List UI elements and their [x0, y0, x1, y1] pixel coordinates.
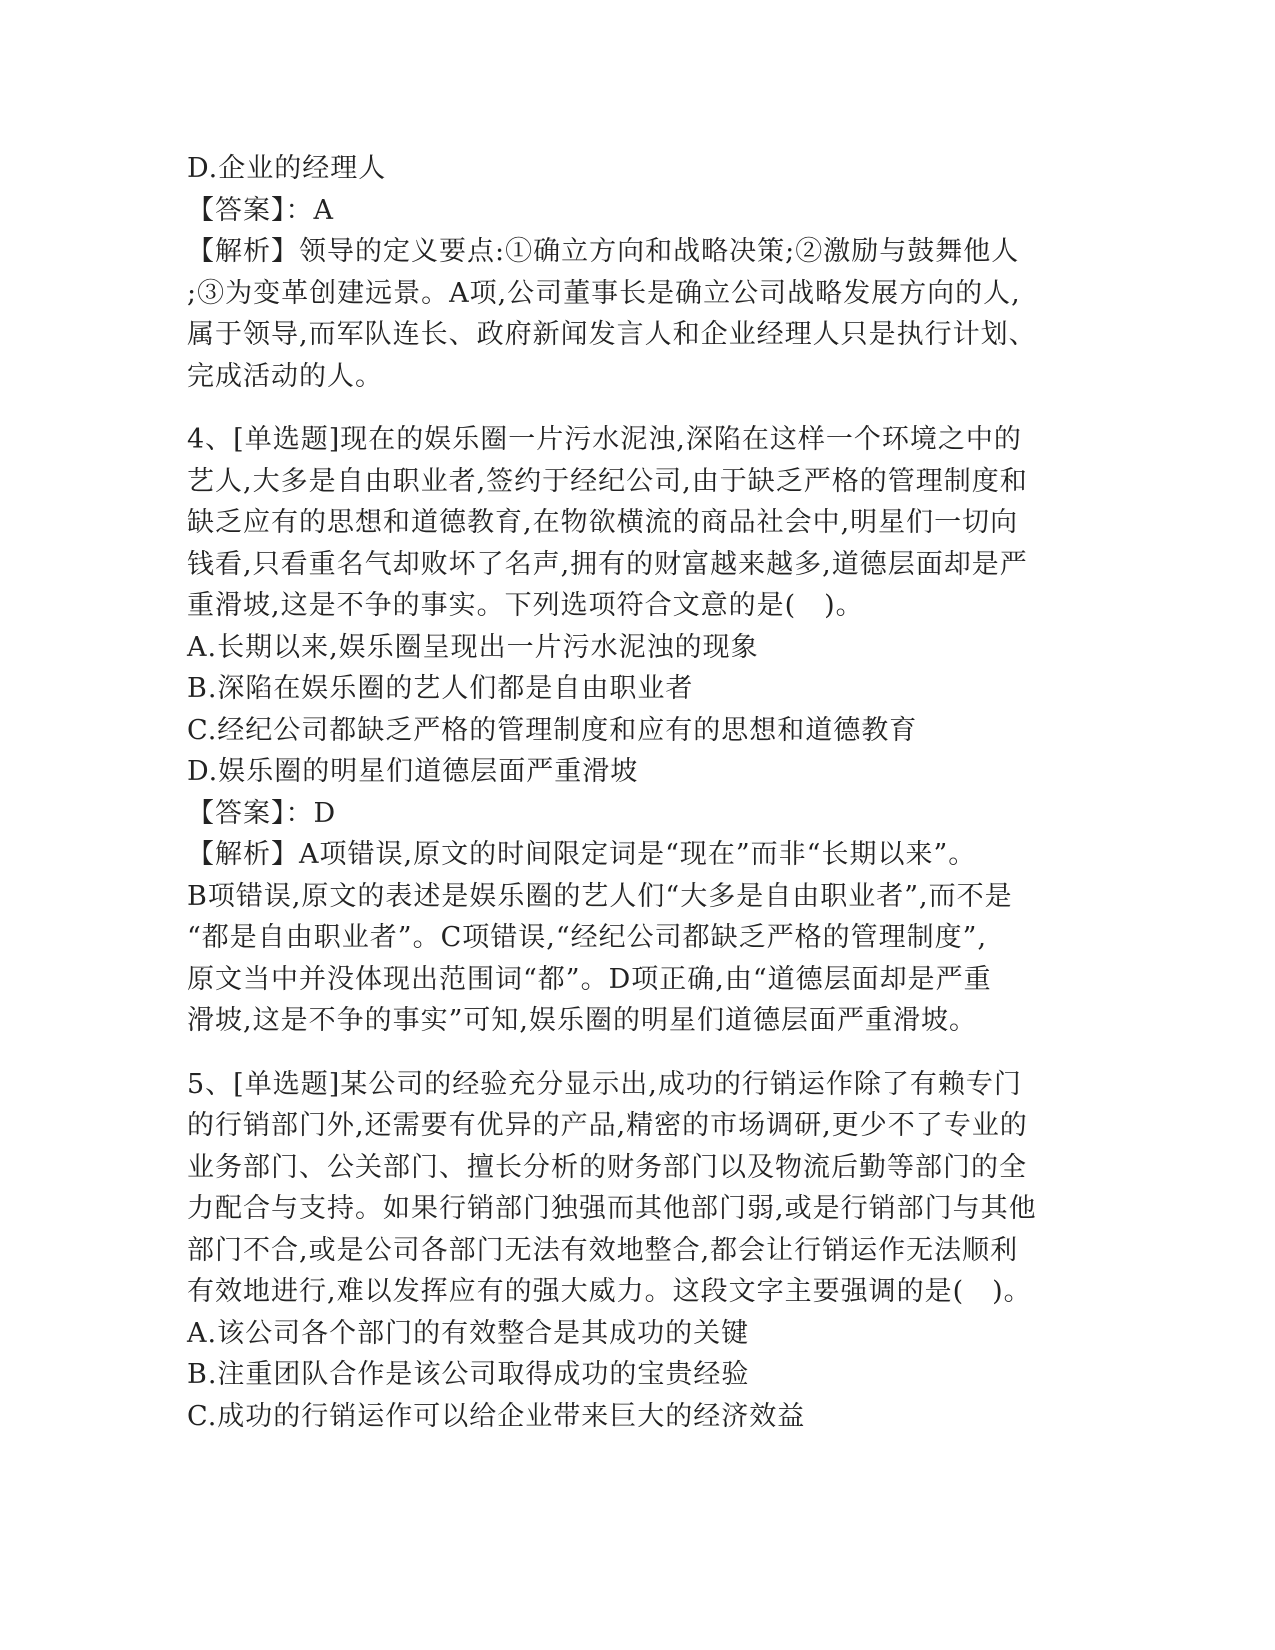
q4-analysis-line-4: 原文当中并没体现出范围词“都”。D项正确,由“道德层面却是严重 — [187, 963, 992, 995]
answer-label: 【答案】 — [187, 797, 286, 829]
q5-stem-line-6: 有效地进行,难以发挥应有的强大威力。这段文字主要强调的是( )。 — [187, 1276, 1032, 1307]
q5-option-b: B.注重团队合作是该公司取得成功的宝贵经验 — [187, 1359, 750, 1390]
answer-label: 【答案】 — [187, 194, 286, 226]
q4-stem-line-3: 缺乏应有的思想和道德教育,在物欲横流的商品社会中,明星们一切向 — [187, 507, 1019, 538]
q3-analysis-line-1 — [187, 231, 1067, 273]
document-body — [187, 148, 1067, 1437]
q4-answer — [187, 793, 1067, 835]
q4-analysis-line-5: 滑坡,这是不争的事实”可知,娱乐圈的明星们道德层面严重滑坡。 — [187, 1005, 977, 1036]
q4-option-c: C.经纪公司都缺乏严格的管理制度和应有的思想和道德教育 — [187, 714, 918, 746]
q5-option-c: C.成功的行销运作可以给企业带来巨大的经济效益 — [187, 1400, 806, 1432]
q4-analysis-line-2: B项错误,原文的表述是娱乐圈的艺人们“大多是自由职业者”,而不是 — [187, 880, 1013, 912]
q3-analysis-line-4: 完成活动的人。 — [187, 360, 383, 392]
analysis-label: 【解析】 — [187, 236, 299, 267]
q4-stem-line-2: 艺人,大多是自由职业者,签约于经纪公司,由于缺乏严格的管理制度和 — [187, 465, 1028, 497]
q5-option-a: A.该公司各个部门的有效整合是其成功的关键 — [187, 1317, 750, 1349]
q5-stem-line-5: 部门不合,或是公司各部门无法有效地整合,都会让行销运作无法顺利 — [187, 1234, 1019, 1266]
analysis-text: 领导的定义要点:①确立方向和战略决策;②激励与鼓舞他人 — [299, 236, 1020, 267]
q5-stem-line-1: 5、[单选题]某公司的经验充分显示出,成功的行销运作除了有赖专门 — [187, 1068, 1022, 1100]
q3-analysis-line-2: ;③为变革创建远景。A项,公司董事长是确立公司战略发展方向的人, — [187, 277, 1021, 309]
answer-value: A — [313, 194, 334, 226]
q4-stem-line-5: 重滑坡,这是不争的事实。下列选项符合文意的是( )。 — [187, 590, 864, 621]
q4-option-d: D.娱乐圈的明星们道德层面严重滑坡 — [187, 756, 639, 787]
q3-answer — [187, 190, 1067, 232]
q4-stem-line-4: 钱看,只看重名气却败坏了名声,拥有的财富越来越多,道德层面却是严 — [187, 548, 1028, 580]
q3-analysis-line-3: 属于领导,而军队连长、政府新闻发言人和企业经理人只是执行计划、 — [187, 319, 1037, 350]
analysis-text: A项错误,原文的时间限定词是“现在”而非“长期以来”。 — [299, 839, 977, 870]
q4-stem-line-1: 4、[单选题]现在的娱乐圈一片污水泥浊,深陷在这样一个环境之中的 — [187, 424, 1022, 455]
q4-option-b: B.深陷在娱乐圈的艺人们都是自由职业者 — [187, 673, 694, 704]
q5-stem-line-2: 的行销部门外,还需要有优异的产品,精密的市场调研,更少不了专业的 — [187, 1110, 1028, 1141]
analysis-label: 【解析】 — [187, 839, 299, 870]
answer-separator: ： — [285, 194, 314, 226]
spacer — [187, 397, 1067, 419]
q5-stem-line-4: 力配合与支持。如果行销部门独强而其他部门弱,或是行销部门与其他 — [187, 1193, 1037, 1224]
answer-value: D — [313, 797, 337, 829]
answer-separator: ： — [285, 797, 314, 829]
spacer — [187, 1042, 1067, 1064]
q3-option-d: D.企业的经理人 — [187, 153, 387, 184]
q5-stem-line-3: 业务部门、公关部门、擅长分析的财务部门以及物流后勤等部门的全 — [187, 1151, 1027, 1183]
q4-analysis-line-3: “都是自由职业者”。C项错误,“经纪公司都缺乏严格的管理制度”, — [187, 922, 988, 953]
q4-analysis-line-1 — [187, 834, 1067, 876]
q4-option-a: A.长期以来,娱乐圈呈现出一片污水泥浊的现象 — [187, 631, 759, 663]
